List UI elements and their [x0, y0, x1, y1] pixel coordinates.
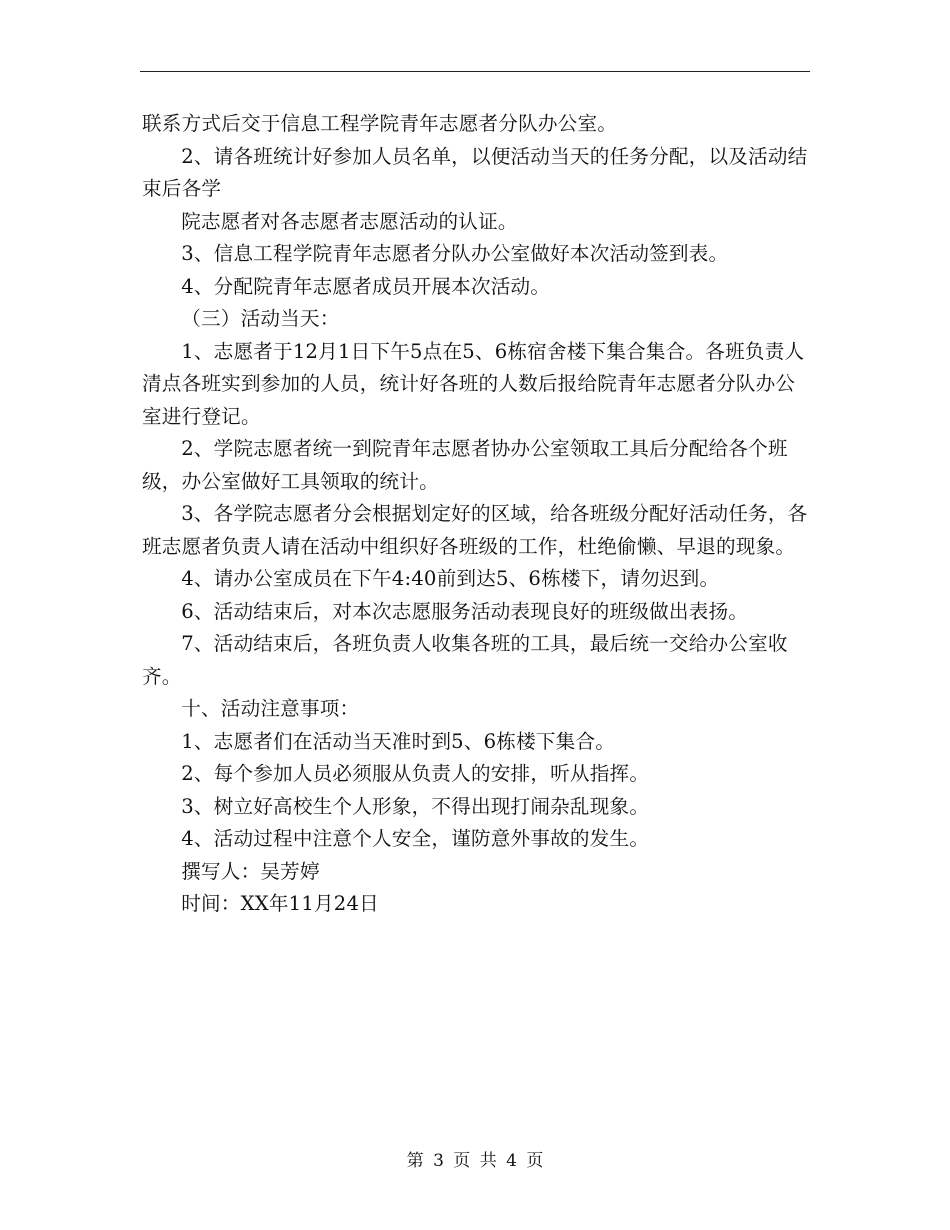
paragraph: 4、分配院青年志愿者成员开展本次活动。 [181, 274, 551, 298]
paragraph: 4、活动过程中注意个人安全，谨防意外事故的发生。 [181, 827, 650, 850]
paragraph: 1、志愿者于12月1日下午5点在5、6栋宿舍楼下集合集合。各班负责人清点各班实到参加的人员，统计好各班的人数后报给院青年志愿者分队办公室进行登记。 [142, 339, 805, 428]
document-body [142, 108, 810, 921]
paragraph: 3、各学院志愿者分会根据划定好的区域，给各班级分配好活动任务，各班志愿者负责人请在活动中组织好各班级的工作，杜绝偷懒、早退的现象。 [142, 502, 808, 558]
page-number-footer: 第 3 页 共 4 页 [406, 1151, 544, 1171]
paragraph: 院志愿者对各志愿者志愿活动的认证。 [181, 209, 518, 233]
paragraph: 1、志愿者们在活动当天准时到5、6栋楼下集合。 [181, 729, 616, 753]
paragraph: 6、活动结束后，对本次志愿服务活动表现良好的班级做出表扬。 [181, 599, 749, 623]
paragraph: 2、每个参加人员必须服从负责人的安排，听从指挥。 [181, 762, 650, 785]
paragraph: 2、学院志愿者统一到院青年志愿者协办公室领取工具后分配给各个班级，办公室做好工具领取的统计。 [142, 437, 788, 493]
paragraph: 4、请办公室成员在下午4:40前到达5、6栋楼下，请勿迟到。 [181, 567, 720, 590]
section-heading: 十、活动注意事项： [181, 697, 360, 720]
author-line: 撰写人：吴芳婷 [181, 859, 320, 883]
paragraph: 7、活动结束后，各班负责人收集各班的工具，最后统一交给办公室收齐。 [142, 632, 788, 688]
paragraph: 2、请各班统计好参加人员名单，以便活动当天的任务分配，以及活动结束后各学 [142, 144, 808, 200]
paragraph: 3、信息工程学院青年志愿者分队办公室做好本次活动签到表。 [181, 242, 729, 265]
paragraph: 3、树立好高校生个人形象，不得出现打闹杂乱现象。 [181, 794, 650, 818]
date-line: 时间：XX年11月24日 [181, 892, 379, 915]
header-rule [140, 71, 810, 72]
paragraph: 联系方式后交于信息工程学院青年志愿者分队办公室。 [142, 112, 618, 135]
section-heading: （三）活动当天： [181, 307, 340, 330]
